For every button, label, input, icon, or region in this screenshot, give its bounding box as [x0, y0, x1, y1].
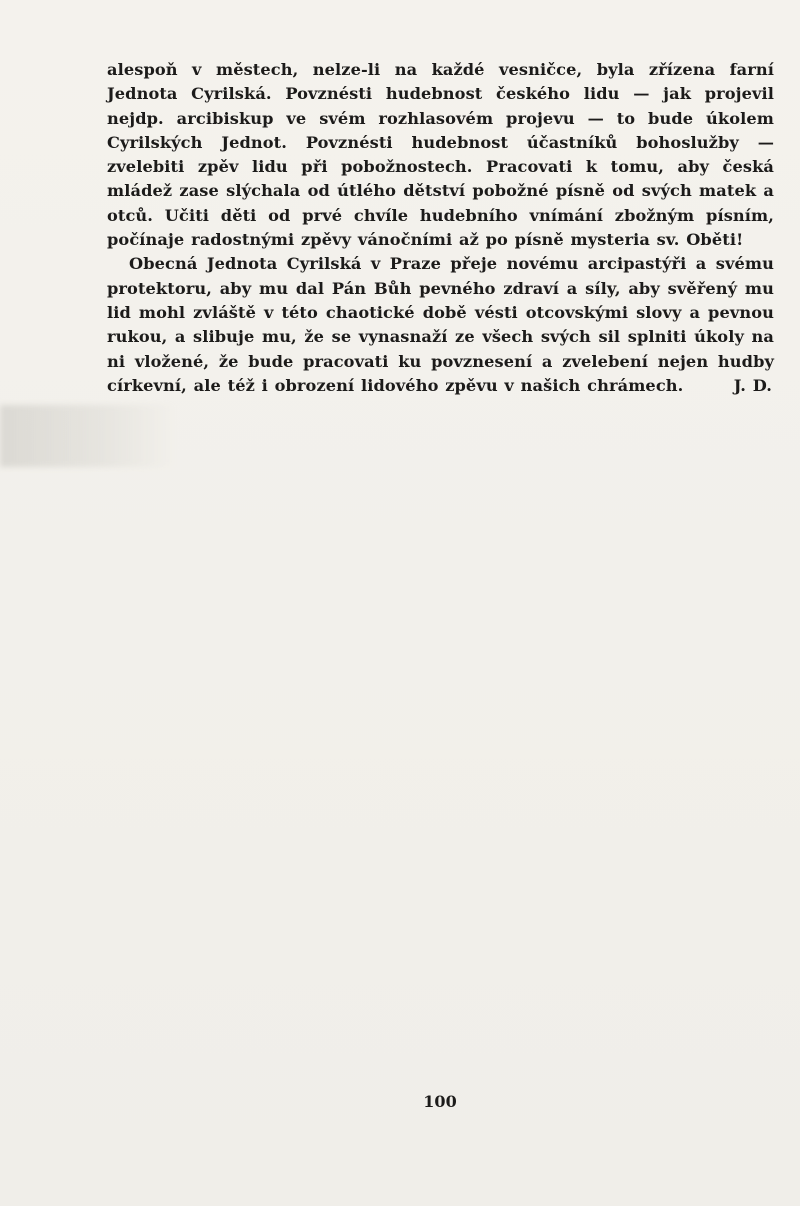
- signature: J. D.: [733, 375, 772, 395]
- paragraph-1: alespoň v městech, nelze-li na každé vesničce, byla zřízena farní Jednota Cyrilská. Povznésti hudebnost českého lidu — jak projevil nejdp. arcibiskup ve svém rozhlasovém projevu — to bude úkolem Cyrilských Jednot. Povznésti hudebnost účastníků bohoslužby — zvelebiti zpěv lidu při pobožnostech. Pracovati k tomu, aby česká mládež zase slýchala od útlého dětství pobožné písně od svých matek a otců. Učiti děti od prvé chvíle hudebního vnímání zbožným písním, počínaje radostnými zpěvy vánočními až po písně mysteria sv. Oběti!: [107, 60, 774, 250]
- page-number: 100: [423, 1092, 457, 1111]
- paragraph-2: [107, 252, 774, 398]
- body-text: [107, 58, 774, 398]
- scan-smudge: [0, 405, 175, 467]
- paragraph-2-text: Obecná Jednota Cyrilská v Praze přeje novému arcipastýři a svému protektoru, aby mu dal Pán Bůh pevného zdraví a síly, aby svěřený mu lid mohl zvláště v této chaotické době vésti otcovskými slovy a pevnou rukou, a slibuje mu, že se vynasnaží ze všech svých sil splniti úkoly na ni vložené, že bude pracovati ku povznesení a zvelebení nejen hudby církevní, ale též i obrození lidového zpěvu v našich chrámech.: [107, 254, 774, 395]
